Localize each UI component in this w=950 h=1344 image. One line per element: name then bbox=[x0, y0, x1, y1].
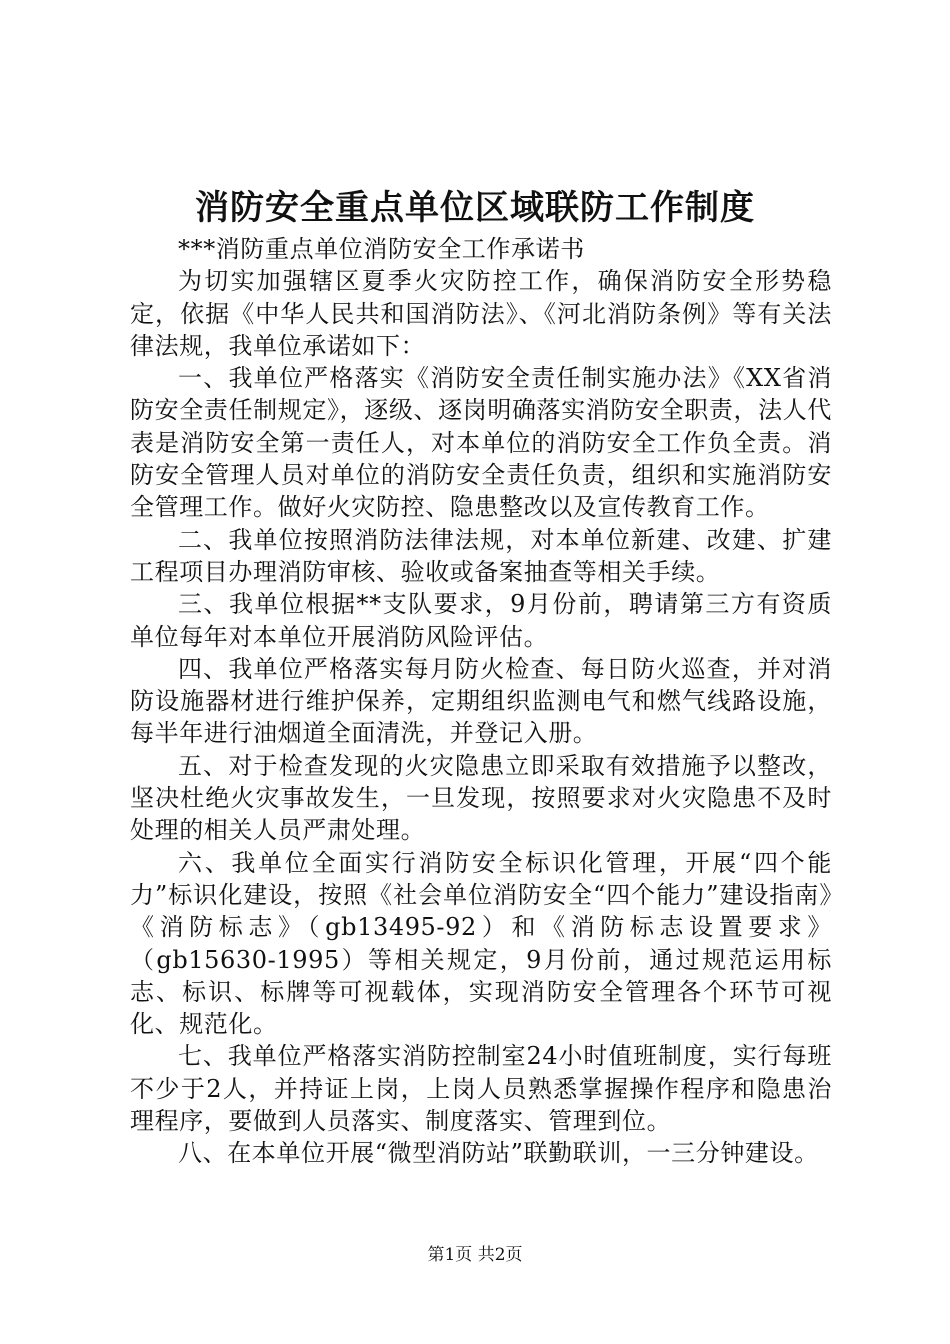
paragraph-intro: 为切实加强辖区夏季火灾防控工作，确保消防安全形势稳定，依据《中华人民共和国消防法》、《河北消防条例》等有关法律法规，我单位承诺如下： bbox=[130, 267, 832, 360]
document-title: 消防安全重点单位区域联防工作制度 bbox=[195, 188, 755, 228]
paragraph-item-5: 五、对于检查发现的火灾隐患立即采取有效措施予以整改，坚决杜绝火灾事故发生，一旦发现，按照要求对火灾隐患不及时处理的相关人员严肃处理。 bbox=[130, 751, 832, 845]
page-number-footer: 第1页 共2页 bbox=[427, 1245, 523, 1265]
paragraph-item-3: 三、我单位根据**支队要求，9月份前，聘请第三方有资质单位每年对本单位开展消防风险评估。 bbox=[130, 590, 832, 651]
paragraph-item-6: 六、我单位全面实行消防安全标识化管理，开展“四个能力”标识化建设，按照《社会单位消防安全“四个能力”建设指南》《消防标志》（gb13495-92）和《消防标志设置要求》（gb15630-1995）等相关规定，9月份前，通过规范运用标志、标识、标牌等可视载体，实现消防安全管理各个环节可视化、规范化。 bbox=[130, 848, 832, 1039]
paragraph-item-8: 八、在本单位开展“微型消防站”联勤联训，一三分钟建设。 bbox=[178, 1139, 819, 1168]
paragraph-heading: ***消防重点单位消防安全工作承诺书 bbox=[178, 235, 585, 263]
paragraph-item-1: 一、我单位严格落实《消防安全责任制实施办法》《XX省消防安全责任制规定》，逐级、逐岗明确落实消防安全职责，法人代表是消防安全第一责任人，对本单位的消防安全工作负全责。消防安全管理人员对单位的消防安全责任负责，组织和实施消防安全管理工作。做好火灾防控、隐患整改以及宣传教育工作。 bbox=[130, 364, 832, 522]
paragraph-item-2: 二、我单位按照消防法律法规，对本单位新建、改建、扩建工程项目办理消防审核、验收或备案抽查等相关手续。 bbox=[130, 525, 832, 586]
paragraph-item-7: 七、我单位严格落实消防控制室24小时值班制度，实行每班不少于2人，并持证上岗，上岗人员熟悉掌握操作程序和隐患治理程序，要做到人员落实、制度落实、管理到位。 bbox=[130, 1042, 832, 1136]
paragraph-item-4: 四、我单位严格落实每月防火检查、每日防火巡查，并对消防设施器材进行维护保养，定期组织监测电气和燃气线路设施，每半年进行油烟道全面清洗，并登记入册。 bbox=[130, 654, 832, 748]
document-body bbox=[130, 233, 832, 1170]
